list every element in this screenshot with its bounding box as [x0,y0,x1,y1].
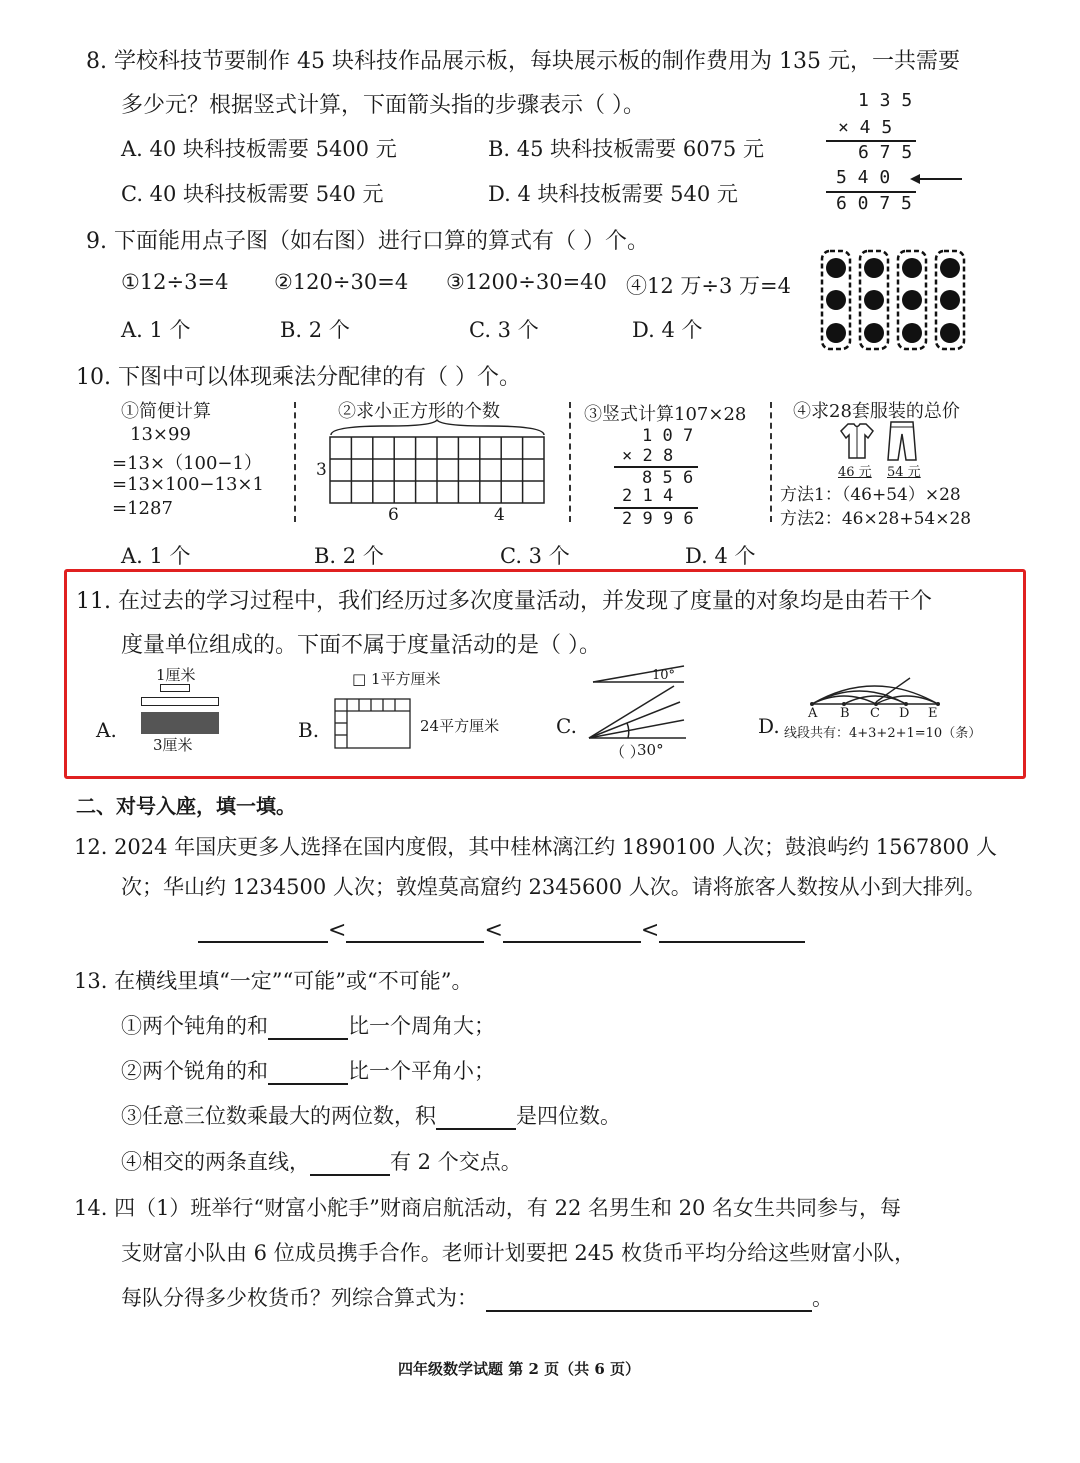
item-text: 。 [812,1286,833,1310]
q9-expr-3: ③1200÷30=40 [446,270,607,294]
shirt-icon [838,421,874,461]
point-label: D [899,706,910,721]
panel3-line: 2 9 9 6 [622,509,694,529]
grid-bottom-label-2: 4 [494,505,505,525]
q8-option-b: B. 45 块科技板需要 6075 元 [488,137,764,161]
point-label: E [928,706,938,721]
q10-text: 10. 下图中可以体现乘法分配律的有（ ）个。 [76,365,521,390]
point-label: A [808,706,818,721]
trousers-price: 54 元 [887,465,921,480]
q14-text-line3 [121,1282,833,1312]
angle-30-label: 30° [637,741,664,759]
calc-line: 6 0 7 5 [836,193,912,214]
q9-option-c: C. 3 个 [469,318,539,342]
calc-line: × 4 5 [838,117,893,138]
item-text: 是四位数。 [516,1104,621,1128]
point-label: B [840,706,850,721]
less-than: < [328,918,347,943]
q11-text-line2: 度量单位组成的。下面不属于度量活动的是（ ）。 [121,633,601,658]
page-footer: 四年级数学试题 第 2 页（共 6 页） [398,1360,640,1378]
q9-expr-1: ①12÷3=4 [121,270,229,294]
panel1-line: =13×（100−1） [112,453,262,474]
q9-expr-2: ②120÷30=4 [274,270,409,294]
answer-blank[interactable] [486,1288,812,1312]
angle-10-label: 10° [652,668,676,683]
answer-blank[interactable] [268,1016,348,1040]
q13-item-1 [121,1010,495,1040]
less-than: < [640,918,660,943]
q13-item-4 [121,1146,522,1176]
item-text: 每队分得多少枚货币？列综合算式为： [121,1286,478,1310]
panel2-title: ②求小正方形的个数 [338,401,500,422]
item-text: ④相交的两条直线， [121,1150,310,1174]
q14-text-line1: 14. 四（1）班举行“财富小舵手”财商启航活动，有 22 名男生和 20 名女生共同参与，每 [74,1196,902,1220]
ruler-strip [141,697,219,706]
unit-area-label: □ 1平方厘米 [352,670,441,688]
item-text: ③任意三位数乘最大的两位数，积 [121,1104,436,1128]
grid-diagram [328,419,550,509]
q8-text-line2: 多少元？根据竖式计算，下面箭头指的步骤表示（ ）。 [121,93,645,118]
calc-line: 1 3 5 [858,90,913,111]
panel3-line: 1 0 7 [642,426,694,446]
q8-option-c: C. 40 块科技板需要 540 元 [121,182,384,206]
panel1-line: =1287 [112,498,173,519]
unit-bar [160,684,190,692]
panel4-title: ④求28套服装的总价 [793,401,960,422]
calc-line: 5 4 0 [836,167,891,188]
answer-blank[interactable] [436,1106,516,1130]
dot-diagram [818,248,970,352]
option-a-label: A. [96,718,117,742]
point-label: C [870,706,880,721]
panel3-line: 2 1 4 [622,486,674,506]
option-c-label: C. [556,714,577,738]
item-text: ②两个锐角的和 [121,1059,268,1083]
angle-diagram [588,660,692,742]
calc-line: 6 7 5 [858,142,913,163]
arrow-left-icon [908,170,964,188]
q10-option-c: C. 3 个 [500,544,570,568]
panel3-line: × 2 8 [622,446,674,466]
trousers-icon [886,419,918,463]
panel1-title: ①简便计算 [121,401,211,422]
answer-blank[interactable] [346,919,484,943]
answer-blank[interactable] [268,1061,348,1085]
q12-answer-row [198,918,805,943]
q8-text-line1: 8. 学校科技节要制作 45 块科技作品展示板，每块展示板的制作费用为 135 元，一共需要 [86,49,960,74]
q9-option-a: A. 1 个 [121,318,191,342]
item-text: 比一个周角大； [348,1014,495,1038]
divider [569,402,571,522]
item-text: 有 2 个交点。 [390,1150,522,1174]
option-b-label: B. [298,718,320,742]
q12-text-line2: 次；华山约 1234500 人次；敦煌莫高窟约 2345600 人次。请将旅客人数按从小到大排列。 [121,875,986,899]
q10-option-d: D. 4 个 [685,544,756,568]
method-1: 方法1：（46+54）×28 [780,485,961,505]
option-d-label: D. [758,714,780,738]
q9-option-b: B. 2 个 [280,318,350,342]
grid-left-label: 3 [316,460,327,480]
q12-text-line1: 12. 2024 年国庆更多人选择在国内度假，其中桂林漓江约 1890100 人次；鼓浪屿约 1567800 人 [74,835,997,859]
item-text: 比一个平角小； [348,1059,495,1083]
q9-option-d: D. 4 个 [632,318,703,342]
measured-bar [141,712,219,734]
section-heading: 二、对号入座，填一填。 [76,794,296,818]
segment-count-text: 线段共有：4+3+2+1=10（条） [784,726,982,741]
divider [770,402,772,522]
panel3-line: 8 5 6 [642,468,694,488]
answer-blank[interactable] [659,919,805,943]
answer-blank[interactable] [310,1152,390,1176]
grid-bottom-label-1: 6 [388,505,399,525]
q13-item-2 [121,1055,495,1085]
answer-blank[interactable] [198,919,328,943]
q10-option-a: A. 1 个 [121,544,191,568]
q10-option-b: B. 2 个 [314,544,384,568]
panel1-line: =13×100−13×1 [112,474,264,495]
answer-blank[interactable] [503,919,641,943]
divider [294,402,296,522]
q14-text-line2: 支财富小队由 6 位成员携手合作。老师计划要把 245 枚货币平均分给这些财富小队， [121,1241,916,1265]
q13-item-3 [121,1100,621,1130]
shirt-price: 46 元 [838,465,872,480]
q9-expr-4: ④12 万÷3 万=4 [626,274,791,298]
segment-arcs [806,674,946,708]
q13-text: 13. 在横线里填“一定”“可能”或“不可能”。 [74,969,473,993]
q9-text: 9. 下面能用点子图（如右图）进行口算的算式有（ ）个。 [86,229,649,254]
q8-option-a: A. 40 块科技板需要 5400 元 [121,137,397,161]
unit-length-label: 1厘米 [156,666,196,684]
q8-option-d: D. 4 块科技板需要 540 元 [488,182,738,206]
area-grid [334,698,412,750]
method-2: 方法2：46×28+54×28 [780,509,972,529]
panel3-title: ③竖式计算107×28 [584,404,747,425]
q11-text-line1: 11. 在过去的学习过程中，我们经历过多次度量活动，并发现了度量的对象均是由若干个 [76,589,932,614]
angle-paren: （ ） [610,743,645,761]
panel1-line: 13×99 [130,424,191,445]
total-length-label: 3厘米 [153,736,193,754]
item-text: ①两个钝角的和 [121,1014,268,1038]
area-label: 24平方厘米 [420,717,500,735]
less-than: < [484,918,503,943]
